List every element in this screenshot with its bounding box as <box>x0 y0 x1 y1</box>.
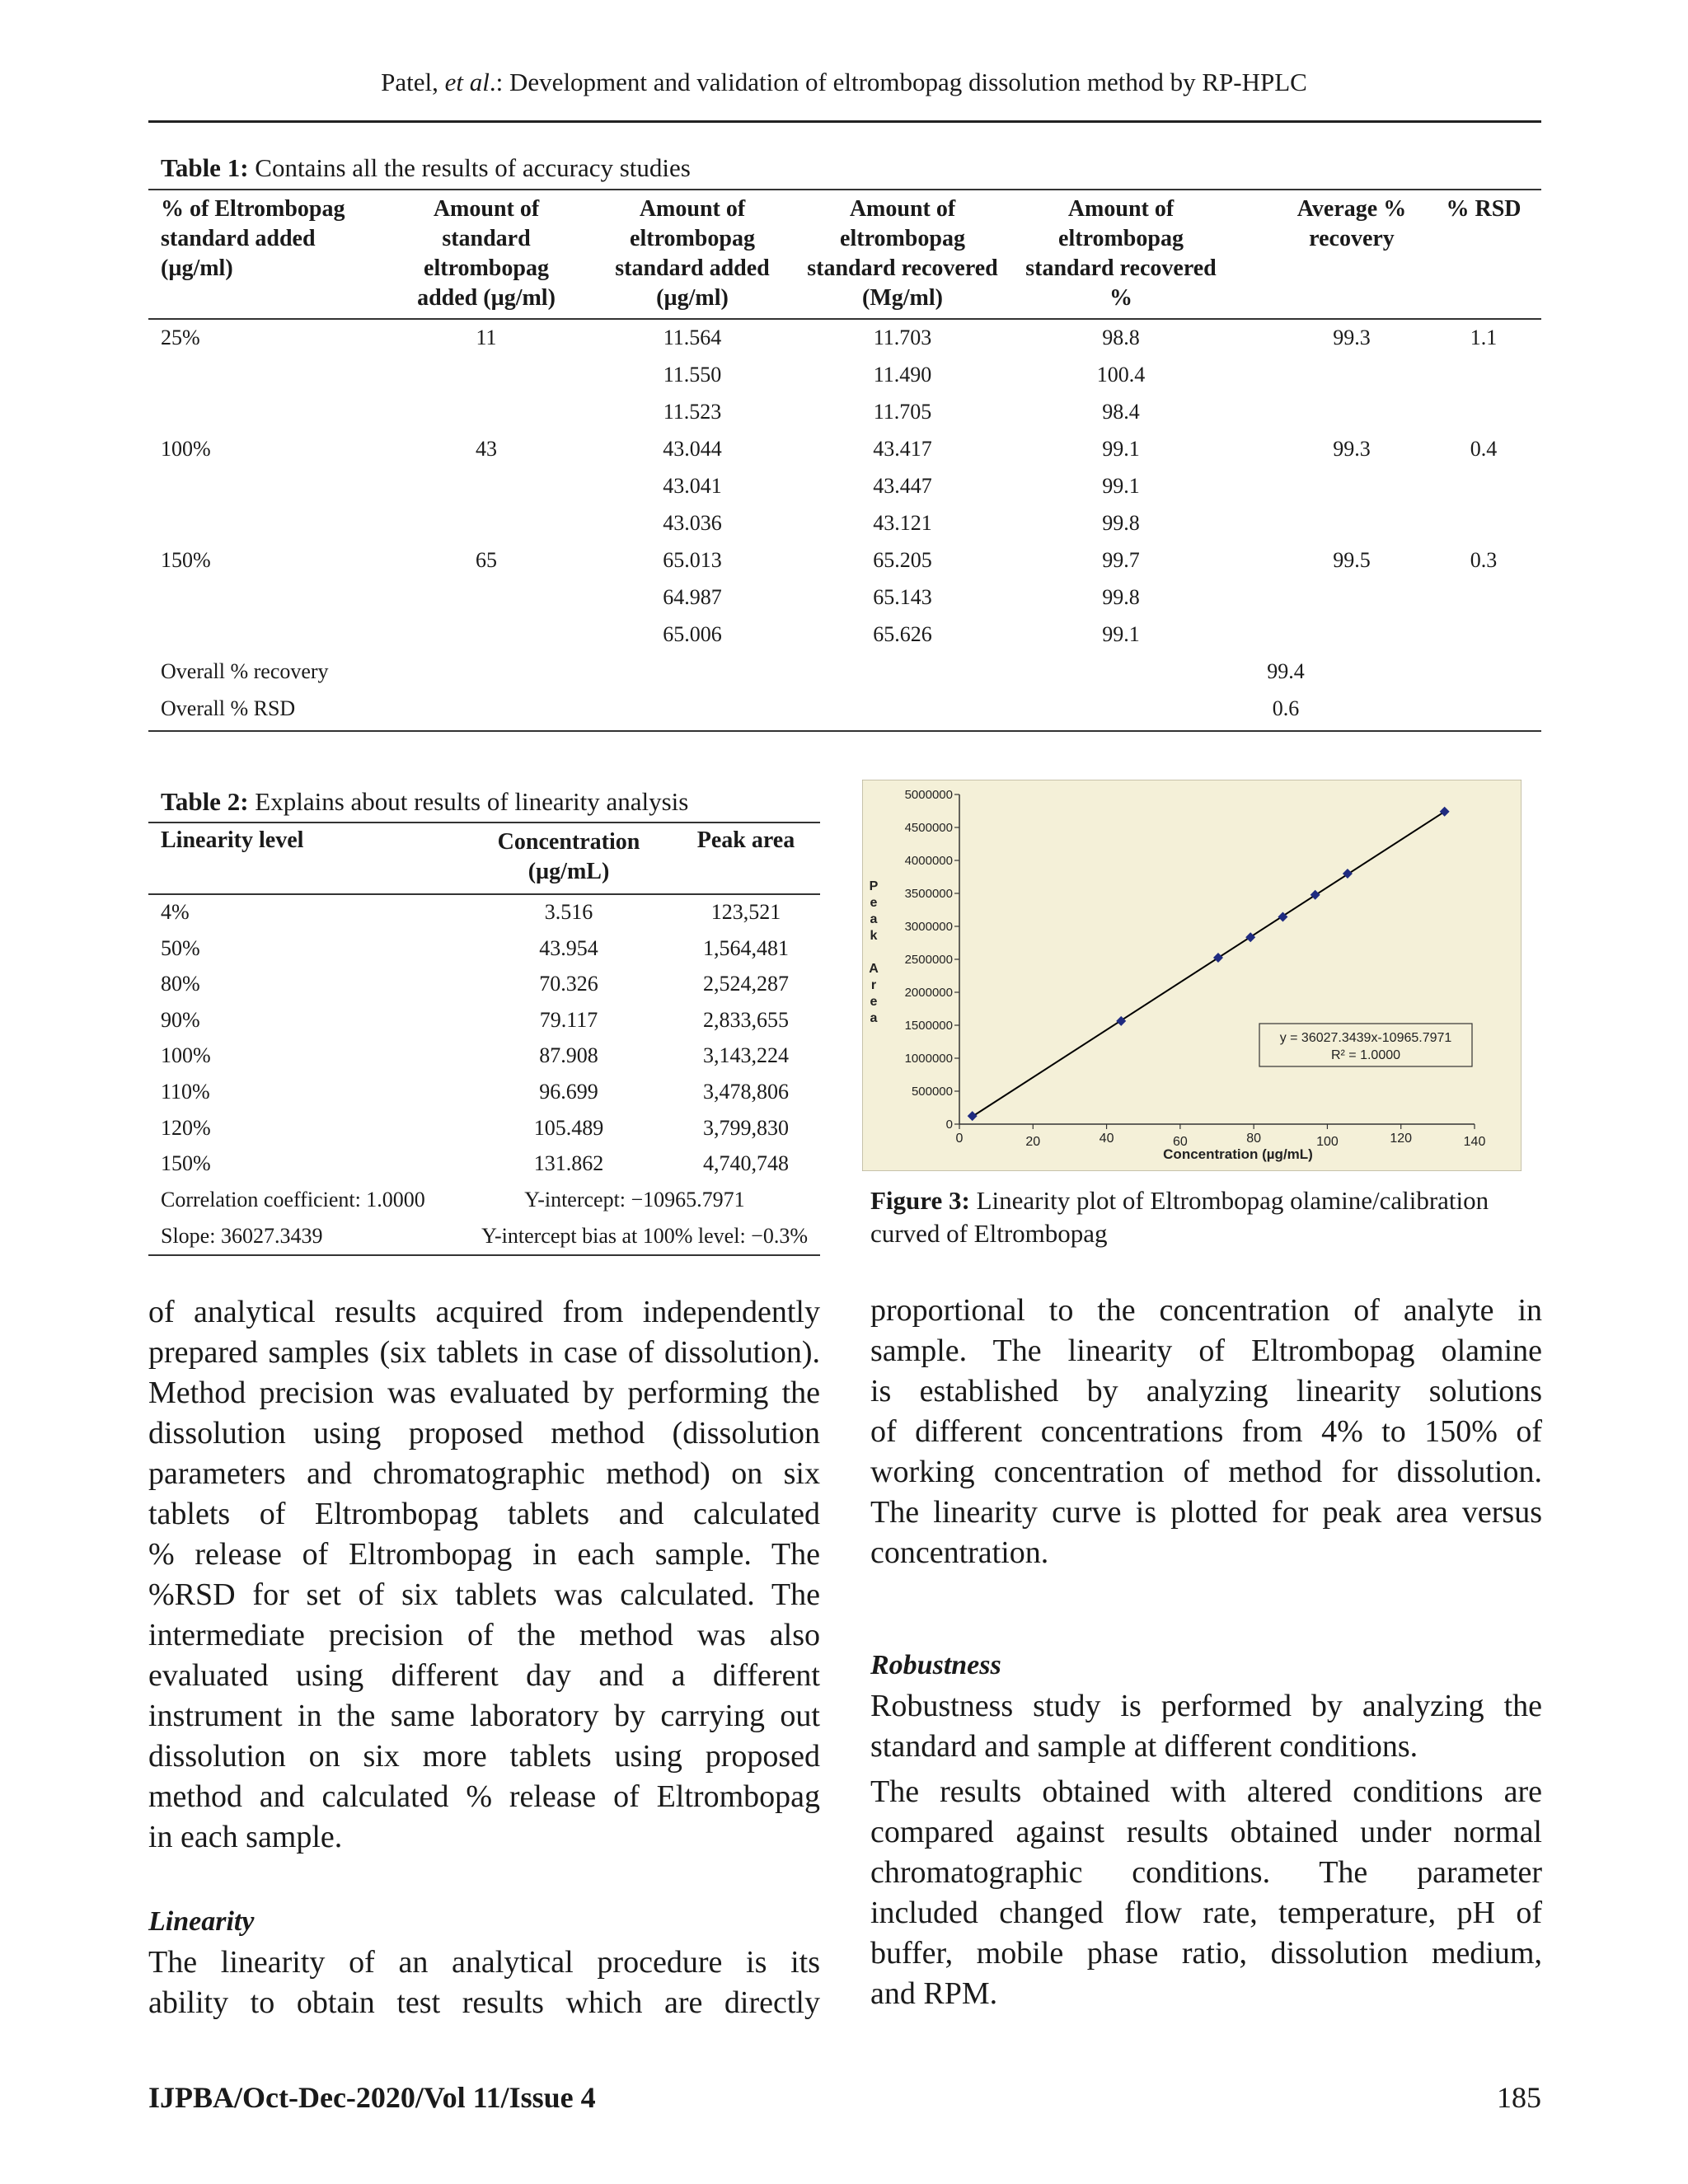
table1-caption-text: Contains all the results of accuracy studies <box>248 153 691 182</box>
table2-caption <box>161 787 688 817</box>
table2-cell: 43.954 <box>539 935 598 960</box>
table1-cell: 64.987 <box>663 585 722 609</box>
table1-header-line: eltrombopag <box>630 226 755 251</box>
table1-cell: 65 <box>476 548 497 572</box>
table1-caption <box>161 153 691 183</box>
right-paragraph-3 <box>870 1772 1542 2014</box>
table1-header-line: % RSD <box>1446 196 1522 222</box>
table1-header-cell <box>589 194 795 313</box>
text-line: buffer, mobile phase ratio, dissolution medium, <box>870 1936 1542 1971</box>
table1-cell: 99.3 <box>1333 326 1371 349</box>
chart-y-tick-label: 1500000 <box>904 1019 953 1033</box>
text-line: included changed flow rate, temperature, pH of <box>870 1896 1542 1930</box>
text-line: chromatographic conditions. The parameter <box>870 1855 1542 1890</box>
table1-bottom-rule <box>148 730 1541 732</box>
table2-cell: 3,478,806 <box>703 1080 789 1104</box>
table1-cell: 65.626 <box>873 622 932 646</box>
chart-y-axis-label-letter: e <box>870 995 878 1009</box>
chart-y-tick-label: 1000000 <box>904 1052 953 1066</box>
text-line: compared against results obtained under normal <box>870 1815 1542 1849</box>
chart-x-tick-label: 40 <box>1099 1132 1114 1146</box>
table2-correlation: Correlation coefficient: 1.0000 <box>161 1188 425 1212</box>
table1-header-line: Amount of <box>1067 196 1175 222</box>
chart-y-tick-label: 3500000 <box>904 887 953 901</box>
text-line: sample. The linearity of Eltrombopag olamine <box>870 1333 1542 1368</box>
table2-cell: 120% <box>161 1115 211 1140</box>
table2-cell: 90% <box>161 1007 200 1032</box>
chart-y-axis-label-letter: r <box>870 978 877 992</box>
table1-cell: 11.523 <box>663 400 722 424</box>
table1-header-line: (µg/ml) <box>656 285 729 311</box>
table1-header-cell <box>1014 194 1228 313</box>
text-line: standard and sample at different conditions. <box>870 1729 1418 1764</box>
table2-bottom-rule <box>148 1254 820 1256</box>
chart-x-tick-label: 80 <box>1246 1132 1262 1146</box>
table2-cell: 131.862 <box>533 1151 604 1176</box>
table1-cell: 99.8 <box>1102 585 1140 609</box>
table1-cell: 43 <box>476 437 497 461</box>
table1-cell: 11 <box>476 326 497 349</box>
table2-cell: 4,740,748 <box>703 1151 789 1176</box>
table1-overall-rsd-value: 0.6 <box>1272 696 1300 720</box>
table1-cell: 43.447 <box>873 474 932 498</box>
table2-cell: 150% <box>161 1151 211 1176</box>
table2-cell: 100% <box>161 1043 211 1068</box>
chart-y-tick-label: 2000000 <box>904 986 953 1000</box>
chart-y-tick-label: 500000 <box>911 1085 953 1099</box>
table1-overall-recovery-value: 99.4 <box>1267 659 1305 683</box>
table1-header-line: added (µg/ml) <box>417 285 556 311</box>
chart-x-tick-label: 20 <box>1025 1135 1041 1149</box>
table1-cell: 65.013 <box>663 548 722 572</box>
table1-cell: 98.8 <box>1102 326 1140 349</box>
table2-header-concentration <box>462 827 676 887</box>
table2-cell: 4% <box>161 900 190 924</box>
table1-cell: 99.7 <box>1102 548 1140 572</box>
table1-header-line: Amount of <box>639 196 746 222</box>
table1-cell: 11.564 <box>663 326 722 349</box>
table1-cell: 11.550 <box>663 363 722 387</box>
table1-header-line: (Mg/ml) <box>862 285 943 311</box>
chart-y-tick-label: 2500000 <box>904 953 953 967</box>
table1-cell: 98.4 <box>1102 400 1140 424</box>
table2-bias: Y-intercept bias at 100% level: −0.3% <box>481 1224 808 1248</box>
text-line: The linearity curve is plotted for peak area versus <box>870 1495 1542 1530</box>
table1-cell: 43.041 <box>663 474 722 498</box>
figure3-caption-text: Linearity plot of Eltrombopag olamine/calibration curved of Eltrombopag <box>870 1186 1489 1248</box>
table1-cell: 99.8 <box>1102 511 1140 535</box>
chart-y-tick-label: 4000000 <box>904 854 953 868</box>
chart-y-tick-label: 0 <box>945 1118 953 1132</box>
chart-y-axis-label-letter: e <box>870 896 878 910</box>
text-line: intermediate precision of the method was also <box>148 1618 820 1652</box>
text-line: method and calculated % release of Eltrombopag <box>148 1779 820 1814</box>
chart-equation-line2: R² = 1.0000 <box>1330 1048 1401 1062</box>
table1-header-line: % <box>1109 285 1132 311</box>
chart-equation-line1: y = 36027.3439x-10965.7971 <box>1279 1031 1452 1045</box>
footer-journal: IJPBA/Oct-Dec-2020/Vol 11/Issue 4 <box>148 2081 596 2114</box>
right-paragraph-2 <box>870 1686 1542 1767</box>
table1-cell: 99.1 <box>1102 437 1140 461</box>
table2-header-conc-line1: Concentration <box>497 829 640 855</box>
table1-header-cell <box>387 194 585 313</box>
table1-cell: 43.044 <box>663 437 722 461</box>
right-paragraph-1 <box>870 1291 1542 1573</box>
left-paragraph-2 <box>148 1943 820 2023</box>
table2-caption-label: Table 2: <box>161 787 249 816</box>
table2-header-rule <box>148 893 820 895</box>
footer-page-number: 185 <box>1497 2081 1541 2114</box>
text-line: parameters and chromatographic method) on six <box>148 1456 820 1491</box>
table1-cell: 65.205 <box>873 548 932 572</box>
table1-cell: 65.006 <box>663 622 722 646</box>
chart-x-axis-label: Concentration (µg/mL) <box>1163 1146 1313 1162</box>
chart-y-tick-label: 4500000 <box>904 821 953 835</box>
table1-header-line: eltrombopag <box>424 255 549 281</box>
running-header <box>0 68 1688 97</box>
table1-header-line: eltrombopag <box>1058 226 1184 251</box>
table2-cell: 1,564,481 <box>703 935 789 960</box>
table1-cell: 11.705 <box>873 400 932 424</box>
table2-cell: 105.489 <box>533 1115 604 1140</box>
robustness-heading: Robustness <box>870 1650 1001 1680</box>
table1-cell: 11.703 <box>873 326 932 349</box>
table2-cell: 3,799,830 <box>703 1115 789 1140</box>
table2-header-level: Linearity level <box>161 827 304 853</box>
text-line: ability to obtain test results which are directly <box>148 1985 820 2020</box>
table1-header-line: eltrombopag <box>840 226 965 251</box>
text-line: of analytical results acquired from independently <box>148 1295 820 1329</box>
table2-cell: 80% <box>161 972 200 996</box>
text-line: tablets of Eltrombopag tablets and calculated <box>148 1497 820 1531</box>
figure3-caption <box>870 1184 1546 1250</box>
chart-x-tick-label: 0 <box>955 1132 964 1146</box>
table1-header-line: Average % <box>1296 196 1407 222</box>
chart-y-axis-label-letter: P <box>869 879 879 893</box>
chart-y-tick-label: 3000000 <box>904 920 953 934</box>
header-rule <box>148 120 1541 123</box>
table1-cell: 43.121 <box>873 511 932 535</box>
left-paragraph-1 <box>148 1292 820 1858</box>
table2-caption-text: Explains about results of linearity analysis <box>248 787 689 816</box>
text-line: instrument in the same laboratory by carrying out <box>148 1699 820 1733</box>
table1-cell: 1.1 <box>1470 326 1498 349</box>
figure3-caption-label: Figure 3: <box>870 1186 970 1215</box>
text-line: % release of Eltrombopag in each sample. The <box>148 1537 820 1572</box>
chart-y-tick-label: 5000000 <box>904 788 953 802</box>
table1-header-line: % of Eltrombopag <box>161 196 345 222</box>
text-line: proportional to the concentration of analyte in <box>870 1293 1542 1328</box>
table1-cell: 0.3 <box>1470 548 1498 572</box>
table1-cell: 25% <box>161 326 200 349</box>
table1-cell: 65.143 <box>873 585 932 609</box>
table1-cell: 100.4 <box>1096 363 1146 387</box>
table2-cell: 123,521 <box>710 900 781 924</box>
chart-x-tick-label: 100 <box>1316 1135 1339 1149</box>
text-line: of different concentrations from 4% to 150% of <box>870 1414 1542 1449</box>
header-etal: et al <box>444 68 490 96</box>
chart-x-tick-label: 120 <box>1390 1132 1413 1146</box>
chart-x-tick-label: 60 <box>1172 1135 1188 1149</box>
text-line: Method precision was evaluated by performing the <box>148 1376 820 1410</box>
table2-slope: Slope: 36027.3439 <box>161 1224 323 1248</box>
table1-header-cell <box>161 194 375 284</box>
table1-header-cell <box>795 194 1010 313</box>
chart-y-axis-label-letter: k <box>870 929 878 943</box>
text-line: evaluated using different day and a different <box>148 1658 820 1693</box>
table1-header-line: standard recovered <box>807 255 998 281</box>
text-line: Robustness study is performed by analyzing the <box>870 1689 1542 1723</box>
table2-cell: 70.326 <box>539 972 598 996</box>
table1-header-rule <box>148 318 1541 320</box>
table2-cell: 110% <box>161 1080 210 1104</box>
linearity-heading: Linearity <box>148 1906 255 1937</box>
table2-yintercept: Y-intercept: −10965.7971 <box>524 1188 745 1212</box>
table1-cell: 150% <box>161 548 211 572</box>
text-line: prepared samples (six tablets in case of dissolution). <box>148 1335 820 1370</box>
table2-cell: 79.117 <box>539 1007 598 1032</box>
text-line: dissolution using proposed method (dissolution <box>148 1416 820 1451</box>
chart-y-axis-label-letter: A <box>869 962 879 976</box>
table1-cell: 0.4 <box>1470 437 1498 461</box>
chart-x-tick-label: 140 <box>1463 1135 1486 1149</box>
table1-cell: 43.036 <box>663 511 722 535</box>
chart-y-axis-label-letter: a <box>870 912 878 926</box>
table2-cell: 50% <box>161 935 200 960</box>
table1-header-cell <box>1434 194 1533 224</box>
table2-cell: 2,524,287 <box>703 972 789 996</box>
text-line: The results obtained with altered conditions are <box>870 1774 1542 1809</box>
table1-overall-recovery-label: Overall % recovery <box>161 659 329 683</box>
text-line: is established by analyzing linearity solutions <box>870 1374 1542 1408</box>
table2-cell: 87.908 <box>539 1043 598 1068</box>
table1-header-line: standard added <box>615 255 770 281</box>
table1-cell: 11.490 <box>873 363 932 387</box>
table1-header-line: (µg/ml) <box>161 255 233 281</box>
table1-caption-label: Table 1: <box>161 153 249 182</box>
text-line: dissolution on six more tablets using proposed <box>148 1739 820 1774</box>
text-line: The linearity of an analytical procedure is its <box>148 1945 820 1980</box>
text-line: in each sample. <box>148 1820 343 1854</box>
table1-header-line: recovery <box>1309 226 1395 251</box>
header-author: Patel, <box>381 68 438 96</box>
table1-overall-rsd-label: Overall % RSD <box>161 696 296 720</box>
table1-cell: 99.1 <box>1102 622 1140 646</box>
table2-cell: 3,143,224 <box>703 1043 789 1068</box>
header-title: .: Development and validation of eltrombopag dissolution method by RP-HPLC <box>489 68 1307 96</box>
table1-header-line: standard <box>442 226 531 251</box>
table1-header-line: standard recovered <box>1025 255 1217 281</box>
text-line: concentration. <box>870 1535 1049 1570</box>
table1-cell: 43.417 <box>873 437 932 461</box>
table2-header-conc-line2: (µg/mL) <box>528 859 610 884</box>
text-line: working concentration of method for dissolution. <box>870 1455 1542 1489</box>
table1-cell: 99.5 <box>1333 548 1371 572</box>
table1-header-line: Amount of <box>433 196 540 222</box>
table1-cell: 99.3 <box>1333 437 1371 461</box>
linearity-chart <box>862 780 1522 1171</box>
table1-cell: 99.1 <box>1102 474 1140 498</box>
chart-y-axis-label-letter: a <box>870 1011 878 1025</box>
table2-cell: 96.699 <box>539 1080 598 1104</box>
text-line: %RSD for set of six tablets was calculated. The <box>148 1577 820 1612</box>
table2-header-peak: Peak area <box>696 827 795 853</box>
table2-cell: 3.516 <box>544 900 593 924</box>
table1-cell: 100% <box>161 437 211 461</box>
table1-header-line: standard added <box>161 226 316 251</box>
table1-top-rule <box>148 189 1541 190</box>
text-line: and RPM. <box>870 1976 998 2011</box>
table1-header-cell <box>1253 194 1451 254</box>
table1-header-line: Amount of <box>849 196 956 222</box>
table2-top-rule <box>148 822 820 823</box>
table2-cell: 2,833,655 <box>703 1007 789 1032</box>
